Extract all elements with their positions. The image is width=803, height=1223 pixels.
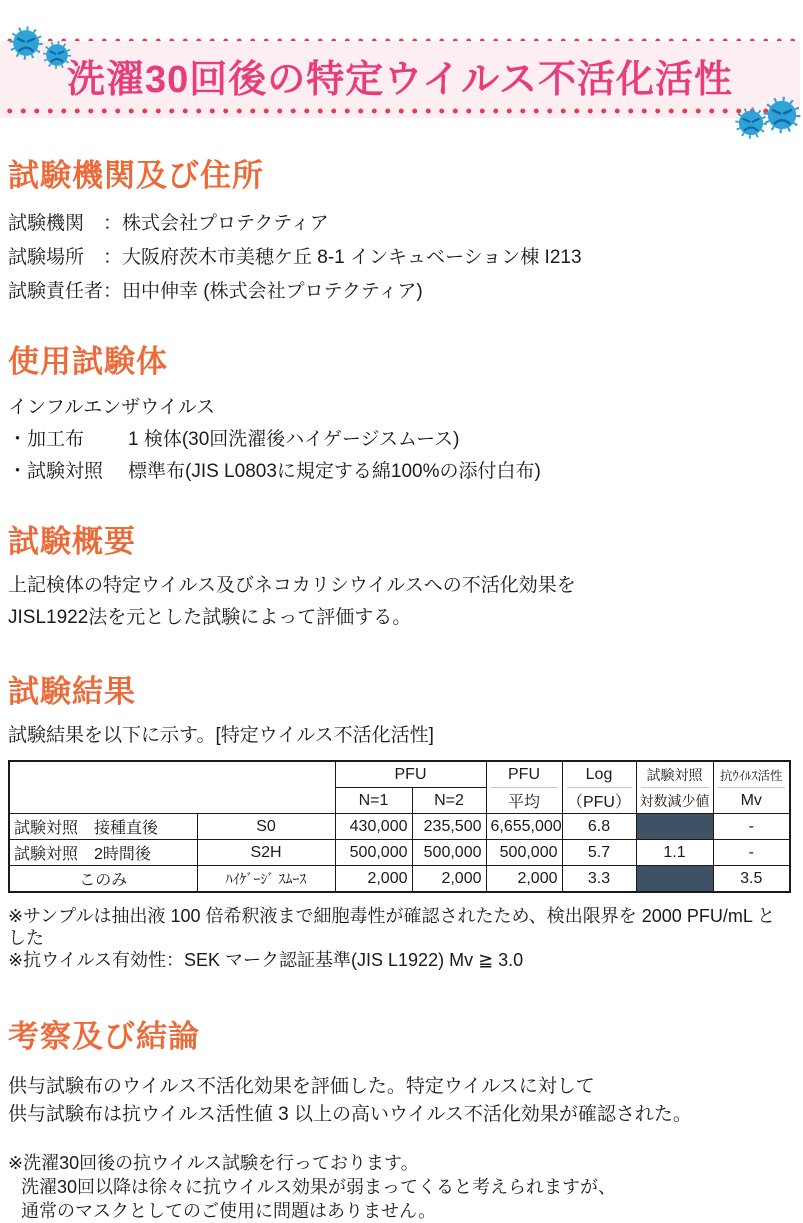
section-heading-results: 試験結果 — [8, 674, 136, 709]
agency-line: 試験責任者：田中伸幸 (株式会社プロテクティア) — [8, 281, 423, 302]
cell-log: 5.7 — [562, 840, 636, 866]
section-heading-overview: 試験概要 — [8, 524, 136, 559]
header-n1: N=1 — [335, 788, 412, 814]
cell-n1: 430,000 — [335, 814, 412, 840]
page-title: 洗濯30回後の特定ウイルス不活化活性 — [67, 58, 733, 101]
header-log-pfu — [562, 761, 636, 814]
footer-line: 洗濯30回以降は徐々に抗ウイルス効果が弱まってくると考えられますが、 — [21, 1177, 616, 1197]
section-heading-agency: 試験機関及び住所 — [8, 158, 264, 193]
conclusion-lines — [8, 1076, 792, 1125]
table-row — [9, 866, 790, 893]
results-notes — [8, 905, 792, 971]
cell-mv: - — [713, 840, 790, 866]
footer-line: 通常のマスクとしてのご使用に問題はありません。 — [21, 1201, 437, 1221]
results-note: ※サンプルは抽出液 100 倍希釈液まで細胞毒性が確認されたため、検出限界を 2000 PFU/mL とした — [8, 906, 776, 948]
virus-icon — [41, 39, 73, 71]
virus-icon — [761, 94, 803, 136]
cell-reduction: 1.1 — [636, 840, 713, 866]
cell-n2: 2,000 — [412, 866, 486, 893]
specimen-item-label: ・加工布 — [8, 429, 85, 450]
dotted-border-bottom — [0, 108, 800, 114]
cell-n1: 2,000 — [335, 866, 412, 893]
header-n2: N=2 — [412, 788, 486, 814]
header-pfu-average-bottom: 平均 — [491, 787, 558, 813]
header-log-top: Log — [585, 765, 613, 783]
results-intro: 試験結果を以下に示す。[特定ウイルス不活化活性] — [8, 725, 434, 746]
cell-row-label: 試験対照 2時間後 — [9, 840, 197, 866]
header-control-bottom: 対数減少値 — [641, 787, 709, 813]
cell-n2: 500,000 — [412, 840, 486, 866]
footer-note — [8, 1151, 792, 1223]
specimen-item-value: 標準布(JIS L0803に規定する綿100%の添付白布) — [128, 461, 541, 482]
agency-line: 試験機関 ：株式会社プロテクティア — [8, 213, 329, 234]
cell-sample: S2H — [197, 840, 335, 866]
header-empty-cell — [9, 761, 335, 814]
header-antiviral-mv — [713, 761, 790, 814]
cell-mv: - — [713, 814, 790, 840]
footer-line: ※洗濯30回後の抗ウイルス試験を行っております。 — [8, 1153, 419, 1173]
cell-row-label: 試験対照 接種直後 — [9, 814, 197, 840]
results-note: ※抗ウイルス有効性：SEK マーク認証基準(JIS L1922) Mv ≧ 3.0 — [8, 950, 524, 970]
overview-line: JISL1922法を元とした試験によって評価する。 — [8, 607, 412, 628]
section-heading-conclusion: 考察及び結論 — [8, 1019, 200, 1054]
report-body — [0, 158, 800, 1223]
cell-reduction-masked — [636, 866, 713, 893]
agency-line: 試験場所 ：大阪府茨木市美穂ケ丘 8-1 インキュベーション棟 I213 — [8, 247, 582, 268]
cell-average: 6,655,000 — [486, 814, 562, 840]
cell-row-label: このみ — [9, 866, 197, 893]
header-pfu-average — [486, 761, 562, 814]
banner-band — [0, 41, 800, 118]
cell-log: 3.3 — [562, 866, 636, 893]
cell-average: 500,000 — [486, 840, 562, 866]
specimen-item — [8, 429, 792, 450]
overview-lines — [8, 575, 792, 628]
header-log-bottom: （PFU） — [567, 787, 632, 813]
agency-lines — [8, 213, 792, 302]
cell-sample: S0 — [197, 814, 335, 840]
cell-mv: 3.5 — [713, 866, 790, 893]
header-control-top: 試験対照 — [646, 766, 703, 783]
section-heading-specimen: 使用試験体 — [8, 344, 168, 379]
conclusion-line: 供与試験布のウイルス不活化効果を評価した。特定ウイルスに対して — [8, 1076, 595, 1097]
table-row — [9, 814, 790, 840]
specimen-item-label: ・試験対照 — [8, 461, 104, 482]
specimen-item — [8, 461, 792, 482]
cell-reduction-masked — [636, 814, 713, 840]
virus-icon — [7, 24, 45, 62]
header-mv-top: 抗ｳｲﾙｽ活性 — [719, 768, 783, 783]
header-control-reduction — [636, 761, 713, 814]
banner — [0, 0, 800, 150]
specimen-item-value: 1 検体(30回洗濯後ハイゲージスムース) — [128, 429, 460, 450]
overview-line: 上記検体の特定ウイルス及びネコカリシウイルスへの不活化効果を — [8, 575, 576, 596]
header-mv-bottom: Mv — [718, 787, 786, 813]
table-row — [9, 840, 790, 866]
cell-sample: ﾊｲｹﾞｰｼﾞ ｽﾑｰｽ — [197, 866, 335, 893]
header-pfu-average-top: PFU — [508, 765, 540, 783]
cell-average: 2,000 — [486, 866, 562, 893]
specimen-intro: インフルエンザウイルス — [8, 397, 216, 418]
cell-n2: 235,500 — [412, 814, 486, 840]
table-header-row — [9, 761, 790, 788]
results-table — [8, 760, 791, 893]
header-pfu-group: PFU — [335, 761, 486, 788]
conclusion-line: 供与試験布は抗ウイルス活性値 3 以上の高いウイルス不活化効果が確認された。 — [8, 1104, 692, 1125]
cell-n1: 500,000 — [335, 840, 412, 866]
cell-log: 6.8 — [562, 814, 636, 840]
